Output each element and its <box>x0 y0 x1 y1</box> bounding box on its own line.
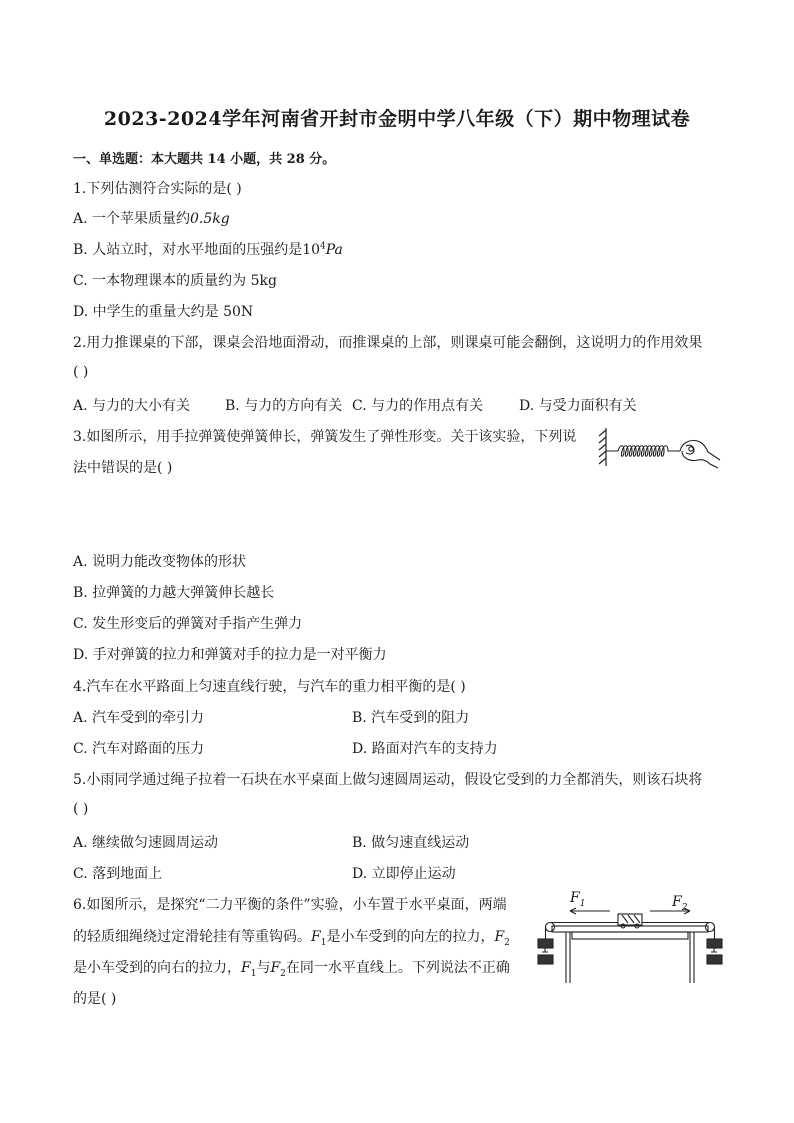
hand-icon <box>680 440 720 468</box>
q1-option-b[interactable] <box>73 239 343 259</box>
q6-f2-subscript-2: 2 <box>280 968 286 979</box>
q3-stem-line2: 法中错误的是( ) <box>73 460 173 476</box>
section-heading: 一、单选题：本大题共 14 小题，共 28 分。 <box>73 152 336 167</box>
q6-stem-line3-b: 与 <box>256 960 271 976</box>
spring-figure <box>596 424 726 474</box>
q1-option-b-exponent: 4 <box>320 241 326 252</box>
q2-option-a[interactable]: A. 与力的大小有关 <box>73 398 191 414</box>
q1-option-b-base: 10 <box>302 242 321 258</box>
spring-coil-icon <box>606 446 680 457</box>
q1-option-b-unit: Pa <box>325 242 343 258</box>
q4-option-b[interactable]: B. 汽车受到的阻力 <box>352 710 470 726</box>
q6-stem-line2 <box>73 926 510 948</box>
pulley-right-icon <box>706 923 715 932</box>
q3-option-b[interactable]: B. 拉弹簧的力越大弹簧伸长越长 <box>73 585 275 601</box>
q6-figure-f1-symbol: F <box>570 890 580 906</box>
q2-stem-line1: 2.用力推课桌的下部，课桌会沿地面滑动，而推课桌的上部，则课桌可能会翻倒，这说明力的作用效果 <box>73 335 703 351</box>
q6-stem-line3-c: 在同一水平直线上。下列说法不正确 <box>285 960 510 976</box>
q3-stem-line1: 3.如图所示，用手拉弹簧使弹簧伸长，弹簧发生了弹性形变。关于该实验，下列说 <box>73 429 577 445</box>
q2-option-c[interactable]: C. 与力的作用点有关 <box>352 398 484 414</box>
q6-figure-f1-subscript: 1 <box>579 898 586 909</box>
q6-f2-subscript: 2 <box>504 937 510 948</box>
table-top <box>552 926 708 932</box>
q2-stem-line2: ( ) <box>73 364 89 380</box>
q6-f1-symbol: F <box>311 929 321 945</box>
q6-f2-symbol-2: F <box>270 960 281 976</box>
q1-option-b-text: B. 人站立时，对水平地面的压强约是 <box>73 242 303 258</box>
pulley-left-icon <box>546 923 555 932</box>
q5-option-b[interactable]: B. 做匀速直线运动 <box>352 835 470 851</box>
q6-stem-line4: 的是( ) <box>73 991 117 1007</box>
q5-option-a[interactable]: A. 继续做匀速圆周运动 <box>73 835 219 851</box>
weights-right-icon <box>707 939 722 964</box>
q6-f1-subscript-2: 1 <box>250 968 257 979</box>
cart-icon <box>618 914 642 925</box>
q5-option-c[interactable]: C. 落到地面上 <box>73 866 163 882</box>
q6-stem-line1: 6.如图所示，是探究“二力平衡的条件”实验，小车置于水平桌面，两端 <box>73 897 507 913</box>
q1-option-c[interactable]: C. 一本物理课本的质量约为 5kg <box>73 273 277 289</box>
q6-stem-line2-a: 的轻质细绳绕过定滑轮挂有等重钩码。 <box>73 929 311 945</box>
q3-option-d[interactable]: D. 手对弹簧的拉力和弹簧对手的拉力是一对平衡力 <box>73 647 387 663</box>
q1-option-a-text: A. 一个苹果质量约 <box>73 211 191 227</box>
q5-stem-line1: 5.小雨同学通过绳子拉着一石块在水平桌面上做匀速圆周运动，假设它受到的力全都消失，则该石块将 <box>73 772 703 788</box>
q6-f1-symbol-2: F <box>241 960 251 976</box>
q6-f1-subscript: 1 <box>320 937 327 948</box>
q6-figure-f2-symbol: F <box>672 894 682 910</box>
q6-stem-line2-b: 是小车受到的向左的拉力， <box>326 929 495 945</box>
q5-option-d[interactable]: D. 立即停止运动 <box>352 866 456 882</box>
q2-option-b[interactable]: B. 与力的方向有关 <box>225 398 343 414</box>
q2-option-d[interactable]: D. 与受力面积有关 <box>519 398 637 414</box>
q3-option-a[interactable]: A. 说明力能改变物体的形状 <box>73 554 247 570</box>
q3-option-c[interactable]: C. 发生形变后的弹簧对手指产生弹力 <box>73 616 303 632</box>
q6-stem-line3 <box>73 957 510 979</box>
q6-f2-symbol: F <box>494 929 505 945</box>
q1-stem: 1.下列估测符合实际的是( ) <box>73 181 242 197</box>
q4-option-c[interactable]: C. 汽车对路面的压力 <box>73 741 205 757</box>
weights-left-icon <box>538 939 553 964</box>
q6-figure-f2-subscript: 2 <box>681 902 688 913</box>
wall-icon <box>599 428 606 466</box>
two-force-apparatus-figure <box>532 902 728 985</box>
q1-option-a-math: 0.5kg <box>190 211 230 227</box>
q1-option-d[interactable]: D. 中学生的重量大约是 50N <box>73 304 254 320</box>
q6-stem-line3-a: 是小车受到的向右的拉力， <box>73 960 241 976</box>
exam-title: 2023-2024学年河南省开封市金明中学八年级（下）期中物理试卷 <box>103 108 691 130</box>
q1-option-a[interactable] <box>73 208 230 228</box>
q4-stem: 4.汽车在水平路面上匀速直线行驶，与汽车的重力相平衡的是( ) <box>73 679 466 695</box>
q4-option-a[interactable]: A. 汽车受到的牵引力 <box>73 710 205 726</box>
q4-option-d[interactable]: D. 路面对汽车的支持力 <box>352 741 498 757</box>
q5-stem-line2: ( ) <box>73 801 89 817</box>
